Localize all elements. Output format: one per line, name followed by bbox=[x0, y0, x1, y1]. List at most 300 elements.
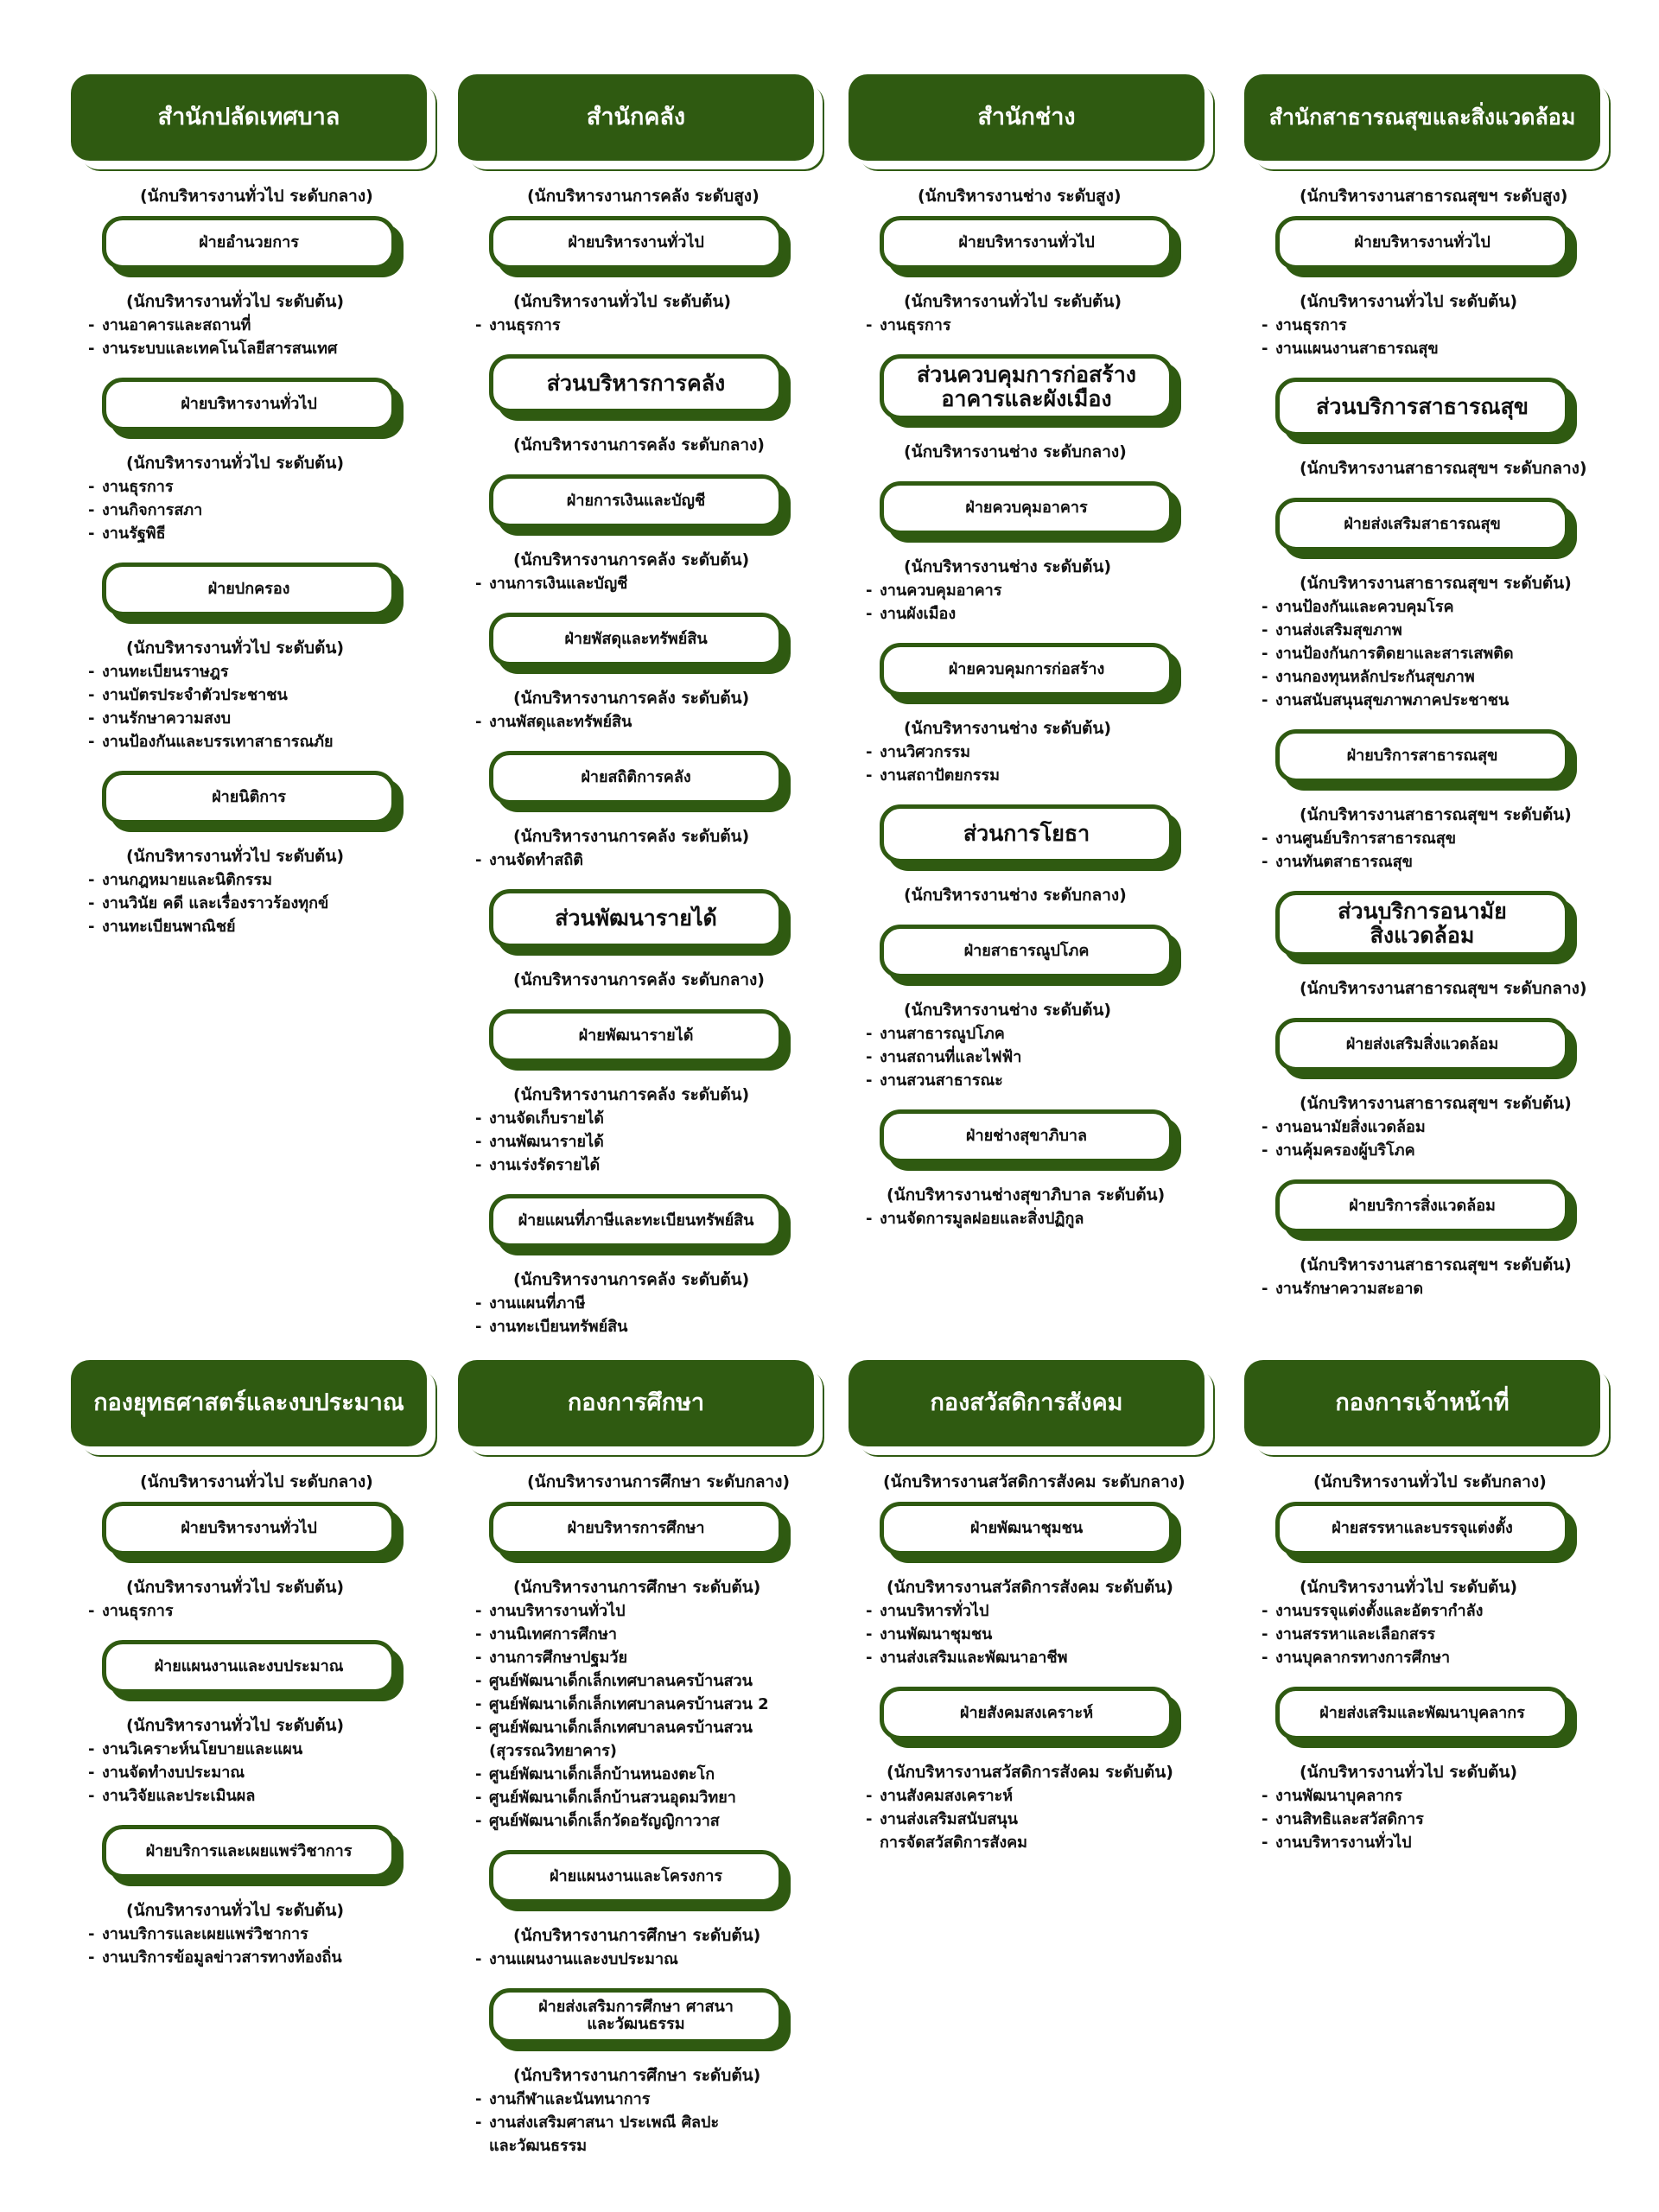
task-item bbox=[866, 1646, 1068, 1669]
task-item bbox=[475, 1107, 604, 1130]
task-label: งานป้องกันการติดยาและสารเสพติด bbox=[1275, 645, 1514, 663]
task-label: งานนิเทศการศึกษา bbox=[489, 1625, 617, 1643]
task-label: งานเร่งรัดรายได้ bbox=[489, 1156, 601, 1174]
task-label: ศูนย์พัฒนาเด็กเล็กวัดอรัญญิกาวาส bbox=[489, 1812, 720, 1830]
bullet-dash: - bbox=[1262, 853, 1268, 871]
unit-box: ฝ่ายพัสดุและทรัพย์สิน bbox=[489, 613, 783, 666]
unit-head-caption: (นักบริหารงานช่าง ระดับกลาง) bbox=[904, 886, 1127, 905]
bullet-dash: - bbox=[866, 1649, 873, 1667]
unit-box: ฝ่ายการเงินและบัญชี bbox=[489, 474, 783, 528]
task-list bbox=[866, 314, 951, 337]
task-item bbox=[475, 1154, 604, 1177]
task-list bbox=[866, 1599, 1068, 1669]
department-director-caption: (นักบริหารงานการคลัง ระดับสูง) bbox=[527, 187, 760, 206]
unit-head-caption: (นักบริหารงานการคลัง ระดับกลาง) bbox=[513, 435, 765, 454]
unit-head-caption: (นักบริหารงานสาธารณสุขฯ ระดับกลาง) bbox=[1300, 459, 1587, 478]
bullet-dash: - bbox=[866, 605, 873, 623]
bullet-dash: - bbox=[1262, 1141, 1268, 1160]
task-item bbox=[1262, 665, 1514, 689]
bullet-dash: - bbox=[475, 1765, 482, 1783]
task-list bbox=[1262, 314, 1439, 360]
unit-box: ฝ่ายสถิติการคลัง bbox=[489, 751, 783, 804]
task-label: งานผังเมือง bbox=[880, 605, 957, 623]
task-item bbox=[1262, 1808, 1424, 1831]
bullet-dash: - bbox=[88, 1740, 95, 1758]
unit-box: ฝ่ายแผนงานและโครงการ bbox=[489, 1850, 783, 1904]
unit-head-caption: (นักบริหารงานสาธารณสุขฯ ระดับต้น) bbox=[1300, 574, 1572, 593]
bullet-dash: - bbox=[1262, 1625, 1268, 1643]
task-item bbox=[1262, 1831, 1424, 1854]
task-item bbox=[866, 1784, 1027, 1808]
unit-box: ฝ่ายบริการและเผยแพร่วิชาการ bbox=[102, 1825, 396, 1878]
task-item bbox=[1262, 850, 1456, 874]
department-header: สำนักสาธารณสุขและสิ่งแวดล้อม bbox=[1244, 74, 1600, 161]
task-list bbox=[475, 849, 583, 872]
task-item bbox=[866, 1022, 1021, 1046]
task-item bbox=[475, 710, 632, 734]
unit-box: ฝ่ายสรรหาและบรรจุแต่งตั้ง bbox=[1275, 1502, 1569, 1555]
task-list bbox=[88, 1599, 174, 1623]
task-label: งานอนามัยสิ่งแวดล้อม bbox=[1275, 1118, 1426, 1136]
unit-head-caption: (นักบริหารงานการศึกษา ระดับต้น) bbox=[513, 1926, 761, 1945]
task-label: งานกฎหมายและนิติกรรม bbox=[102, 871, 272, 889]
unit-box: ฝ่ายบริหารงานทั่วไป bbox=[1275, 216, 1569, 270]
task-item bbox=[475, 1315, 627, 1338]
unit-head-caption: (นักบริหารงานการคลัง ระดับต้น) bbox=[513, 689, 750, 708]
bullet-dash: - bbox=[475, 1156, 482, 1174]
task-item bbox=[866, 1808, 1027, 1831]
unit-head-caption: (นักบริหารงานทั่วไป ระดับต้น) bbox=[1300, 1578, 1518, 1597]
unit-box: ฝ่ายปกครอง bbox=[102, 563, 396, 616]
bullet-dash: - bbox=[1262, 668, 1268, 686]
bullet-dash: - bbox=[1262, 598, 1268, 616]
bullet-dash: - bbox=[88, 1602, 95, 1620]
unit-head-caption: (นักบริหารงานสวัสดิการสังคม ระดับต้น) bbox=[887, 1763, 1173, 1782]
unit-box: ฝ่ายแผนที่ภาษีและทะเบียนทรัพย์สิน bbox=[489, 1194, 783, 1248]
task-item bbox=[88, 915, 328, 938]
task-label: งานส่งเสริมและพัฒนาอาชีพ bbox=[880, 1649, 1068, 1667]
bullet-dash: - bbox=[88, 340, 95, 358]
task-label: งานพัฒนาบุคลากร bbox=[1275, 1787, 1402, 1805]
task-label: งานทะเบียนพาณิชย์ bbox=[102, 918, 236, 936]
bullet-dash: - bbox=[88, 894, 95, 912]
unit-head-caption: (นักบริหารงานช่าง ระดับกลาง) bbox=[904, 442, 1127, 461]
unit-head-caption: (นักบริหารงานการคลัง ระดับต้น) bbox=[513, 827, 750, 846]
task-label: งานบรรจุแต่งตั้งและอัตรากำลัง bbox=[1275, 1602, 1484, 1620]
task-item bbox=[1262, 642, 1514, 665]
unit-box: ฝ่ายควบคุมการก่อสร้าง bbox=[880, 643, 1173, 696]
task-item bbox=[88, 683, 334, 707]
task-item bbox=[866, 579, 1001, 602]
task-item bbox=[475, 1669, 769, 1693]
task-list bbox=[88, 475, 202, 545]
task-label: งานทันตสาธารณสุข bbox=[1275, 853, 1413, 871]
task-label: งานบริหารงานทั่วไป bbox=[489, 1602, 626, 1620]
unit-head-caption: (นักบริหารงานสาธารณสุขฯ ระดับต้น) bbox=[1300, 1094, 1572, 1113]
task-list bbox=[475, 1599, 769, 1833]
unit-box: ส่วนบริการอนามัย สิ่งแวดล้อม bbox=[1275, 891, 1569, 957]
task-label: งานส่งเสริมศาสนา ประเพณี ศิลปะ bbox=[489, 2113, 720, 2132]
bullet-dash: - bbox=[88, 709, 95, 728]
department-director-caption: (นักบริหารงานทั่วไป ระดับกลาง) bbox=[140, 187, 373, 206]
task-label: งานธุรการ bbox=[880, 316, 951, 334]
task-item bbox=[475, 1646, 769, 1669]
unit-head-caption: (นักบริหารงานทั่วไป ระดับต้น) bbox=[126, 1716, 345, 1735]
task-label: งานวิจัยและประเมินผล bbox=[102, 1787, 256, 1805]
task-label: งานสิทธิและสวัสดิการ bbox=[1275, 1810, 1424, 1828]
task-label: งานกองทุนหลักประกันสุขภาพ bbox=[1275, 668, 1475, 686]
task-label: ศูนย์พัฒนาเด็กเล็กเทศบาลนครบ้านสวน bbox=[489, 1672, 753, 1690]
bullet-dash: - bbox=[1262, 645, 1268, 663]
task-list bbox=[88, 1923, 342, 1969]
task-label: งานแผนงานสาธารณสุข bbox=[1275, 340, 1439, 358]
task-label: งานสาธารณูปโภค bbox=[880, 1025, 1005, 1043]
bullet-dash: - bbox=[866, 1210, 873, 1228]
task-item bbox=[866, 1623, 1068, 1646]
unit-box: ส่วนพัฒนารายได้ bbox=[489, 889, 783, 948]
bullet-dash: - bbox=[475, 1695, 482, 1713]
task-item bbox=[88, 499, 202, 522]
task-item bbox=[88, 337, 337, 360]
bullet-dash: - bbox=[475, 1672, 482, 1690]
bullet-dash: - bbox=[866, 766, 873, 785]
unit-head-caption: (นักบริหารงานการคลัง ระดับต้น) bbox=[513, 1085, 750, 1104]
bullet-dash: - bbox=[475, 1294, 482, 1313]
task-list bbox=[1262, 1599, 1483, 1669]
task-label: งานสนับสนุนสุขภาพภาคประชาชน bbox=[1275, 691, 1510, 709]
task-item bbox=[475, 1292, 627, 1315]
task-item bbox=[866, 1599, 1068, 1623]
unit-box: ฝ่ายอำนวยการ bbox=[102, 216, 396, 270]
unit-head-caption: (นักบริหารงานการศึกษา ระดับต้น) bbox=[513, 2066, 761, 2085]
unit-box: ส่วนบริการสาธารณสุข bbox=[1275, 378, 1569, 436]
task-item bbox=[475, 1693, 769, 1716]
bullet-dash: - bbox=[475, 575, 482, 593]
unit-head-caption: (นักบริหารงานการคลัง ระดับต้น) bbox=[513, 1270, 750, 1289]
task-item bbox=[88, 868, 328, 892]
task-item bbox=[475, 1599, 769, 1623]
unit-box: ส่วนบริหารการคลัง bbox=[489, 354, 783, 413]
bullet-dash: - bbox=[475, 1625, 482, 1643]
task-list bbox=[1262, 1277, 1423, 1300]
task-item-continuation: และวัฒนธรรม bbox=[489, 2137, 588, 2155]
task-label: งานรักษาความสะอาด bbox=[1275, 1280, 1424, 1298]
unit-head-caption: (นักบริหารงานสาธารณสุขฯ ระดับกลาง) bbox=[1300, 979, 1587, 998]
task-list bbox=[88, 868, 328, 938]
task-list bbox=[866, 741, 1000, 787]
task-item bbox=[866, 764, 1000, 787]
unit-box: ฝ่ายส่งเสริมการศึกษา ศาสนา และวัฒนธรรม bbox=[489, 1988, 783, 2044]
task-label: งานอาคารและสถานที่ bbox=[102, 316, 251, 334]
task-label: งานสถาปัตยกรรม bbox=[880, 766, 1000, 785]
task-item bbox=[1262, 1139, 1426, 1162]
bullet-dash: - bbox=[88, 524, 95, 543]
bullet-dash: - bbox=[866, 1602, 873, 1620]
bullet-dash: - bbox=[475, 1109, 482, 1128]
task-list bbox=[475, 1292, 627, 1338]
bullet-dash: - bbox=[866, 1625, 873, 1643]
task-item bbox=[475, 1716, 769, 1739]
department-header: กองการศึกษา bbox=[458, 1360, 814, 1446]
task-item bbox=[88, 1738, 302, 1761]
task-label: ศูนย์พัฒนาเด็กเล็กบ้านหนองตะโก bbox=[489, 1765, 715, 1783]
task-item bbox=[1262, 1646, 1483, 1669]
task-label: งานสถานที่และไฟฟ้า bbox=[880, 1048, 1022, 1066]
bullet-dash: - bbox=[1262, 1602, 1268, 1620]
task-label: งานบุคลากรทางการศึกษา bbox=[1275, 1649, 1451, 1667]
bullet-dash: - bbox=[866, 1071, 873, 1090]
bullet-dash: - bbox=[88, 733, 95, 751]
bullet-dash: - bbox=[1262, 621, 1268, 639]
unit-box: ฝ่ายนิติการ bbox=[102, 771, 396, 824]
task-label: งานธุรการ bbox=[489, 316, 561, 334]
task-item bbox=[1262, 1116, 1426, 1139]
unit-box: ฝ่ายพัฒนารายได้ bbox=[489, 1009, 783, 1063]
bullet-dash: - bbox=[1262, 1834, 1268, 1852]
bullet-dash: - bbox=[866, 1810, 873, 1828]
task-label: งานป้องกันและควบคุมโรค bbox=[1275, 598, 1454, 616]
task-label: งานจัดทำสถิติ bbox=[489, 851, 583, 869]
task-item bbox=[88, 314, 337, 337]
task-label: งานส่งเสริมสนับสนุน bbox=[880, 1810, 1018, 1828]
task-item bbox=[88, 522, 202, 545]
task-label: งานรักษาความสงบ bbox=[102, 709, 232, 728]
task-label: งานบริการข้อมูลข่าวสารทางท้องถิ่น bbox=[102, 1948, 342, 1967]
task-item bbox=[1262, 595, 1514, 619]
task-list bbox=[866, 579, 1001, 626]
task-list bbox=[475, 1107, 604, 1177]
bullet-dash: - bbox=[475, 1649, 482, 1667]
unit-head-caption: (นักบริหารงานช่าง ระดับต้น) bbox=[904, 557, 1112, 576]
department-director-caption: (นักบริหารงานช่าง ระดับสูง) bbox=[918, 187, 1122, 206]
unit-head-caption: (นักบริหารงานช่างสุขาภิบาล ระดับต้น) bbox=[887, 1185, 1166, 1205]
bullet-dash: - bbox=[475, 851, 482, 869]
bullet-dash: - bbox=[866, 1025, 873, 1043]
task-label: ศูนย์พัฒนาเด็กเล็กบ้านสวนอุดมวิทยา bbox=[489, 1789, 736, 1807]
task-label: งานวินัย คดี และเรื่องราวร้องทุกข์ bbox=[102, 894, 329, 912]
task-label: งานพัสดุและทรัพย์สิน bbox=[489, 713, 632, 731]
bullet-dash: - bbox=[88, 1925, 95, 1943]
bullet-dash: - bbox=[88, 918, 95, 936]
task-list bbox=[1262, 595, 1514, 712]
unit-head-caption: (นักบริหารงานช่าง ระดับต้น) bbox=[904, 719, 1112, 738]
task-item bbox=[475, 314, 561, 337]
bullet-dash: - bbox=[1262, 691, 1268, 709]
bullet-dash: - bbox=[475, 2113, 482, 2132]
task-label: ศูนย์พัฒนาเด็กเล็กเทศบาลนครบ้านสวน 2 bbox=[489, 1695, 769, 1713]
unit-head-caption: (นักบริหารงานทั่วไป ระดับต้น) bbox=[1300, 292, 1518, 311]
task-list bbox=[88, 314, 337, 360]
unit-head-caption: (นักบริหารงานทั่วไป ระดับต้น) bbox=[1300, 1763, 1518, 1782]
unit-box: ฝ่ายส่งเสริมและพัฒนาบุคลากร bbox=[1275, 1687, 1569, 1740]
task-label: งานสรรหาและเลือกสรร bbox=[1275, 1625, 1436, 1643]
task-item bbox=[1262, 619, 1514, 642]
task-list bbox=[475, 1948, 678, 1971]
bullet-dash: - bbox=[1262, 830, 1268, 848]
bullet-dash: - bbox=[1262, 1280, 1268, 1298]
bullet-dash: - bbox=[475, 1318, 482, 1336]
unit-head-caption: (นักบริหารงานทั่วไป ระดับต้น) bbox=[126, 639, 345, 658]
task-item bbox=[475, 1623, 769, 1646]
department-header: สำนักคลัง bbox=[458, 74, 814, 161]
task-label: งานการเงินและบัญชี bbox=[489, 575, 628, 593]
unit-head-caption: (นักบริหารงานทั่วไป ระดับต้น) bbox=[904, 292, 1122, 311]
task-label: งานรัฐพิธี bbox=[102, 524, 166, 543]
task-list bbox=[866, 1207, 1084, 1230]
task-item bbox=[88, 892, 328, 915]
task-label: งานจัดเก็บรายได้ bbox=[489, 1109, 604, 1128]
task-label: งานกีฬาและนันทนาการ bbox=[489, 2090, 651, 2108]
unit-box: ฝ่ายบริการสาธารณสุข bbox=[1275, 729, 1569, 783]
task-label: งานคุ้มครองผู้บริโภค bbox=[1275, 1141, 1415, 1160]
unit-box: ฝ่ายบริการสิ่งแวดล้อม bbox=[1275, 1179, 1569, 1233]
task-item bbox=[866, 1069, 1021, 1092]
unit-head-caption: (นักบริหารงานทั่วไป ระดับต้น) bbox=[126, 292, 345, 311]
bullet-dash: - bbox=[1262, 1649, 1268, 1667]
unit-box: ฝ่ายแผนงานและงบประมาณ bbox=[102, 1640, 396, 1694]
task-item bbox=[475, 2111, 719, 2134]
task-label: งานจัดการมูลฝอยและสิ่งปฏิกูล bbox=[880, 1210, 1084, 1228]
task-item bbox=[866, 314, 951, 337]
unit-head-caption: (นักบริหารงานทั่วไป ระดับต้น) bbox=[513, 292, 732, 311]
task-item bbox=[1262, 1623, 1483, 1646]
task-item bbox=[866, 602, 1001, 626]
department-header: กองการเจ้าหน้าที่ bbox=[1244, 1360, 1600, 1446]
unit-box: ฝ่ายบริหารงานทั่วไป bbox=[489, 216, 783, 270]
bullet-dash: - bbox=[88, 478, 95, 496]
task-label: งานบัตรประจำตัวประชาชน bbox=[102, 686, 288, 704]
task-item bbox=[1262, 314, 1439, 337]
bullet-dash: - bbox=[475, 316, 482, 334]
bullet-dash: - bbox=[1262, 340, 1268, 358]
task-label: งานสวนสาธารณะ bbox=[880, 1071, 1003, 1090]
bullet-dash: - bbox=[1262, 1787, 1268, 1805]
unit-head-caption: (นักบริหารงานการคลัง ระดับต้น) bbox=[513, 550, 750, 569]
task-item bbox=[88, 1599, 174, 1623]
task-item bbox=[88, 475, 202, 499]
unit-box: ฝ่ายบริหารงานทั่วไป bbox=[880, 216, 1173, 270]
task-item bbox=[1262, 1784, 1424, 1808]
task-label: งานทะเบียนทรัพย์สิน bbox=[489, 1318, 628, 1336]
task-item bbox=[866, 741, 1000, 764]
unit-box: ฝ่ายสาธารณูปโภค bbox=[880, 925, 1173, 978]
unit-box: ส่วนการโยธา bbox=[880, 804, 1173, 863]
bullet-dash: - bbox=[475, 1812, 482, 1830]
task-item bbox=[1262, 1277, 1423, 1300]
bullet-dash: - bbox=[475, 1133, 482, 1151]
task-label: งานวิเคราะห์นโยบายและแผน bbox=[102, 1740, 303, 1758]
task-label: งานจัดทำงบประมาณ bbox=[102, 1764, 245, 1782]
task-list bbox=[88, 660, 334, 753]
task-label: งานพัฒนาชุมชน bbox=[880, 1625, 993, 1643]
task-item bbox=[1262, 827, 1456, 850]
task-item-continuation: (สุวรรณวิทยาคาร) bbox=[489, 1742, 618, 1760]
unit-box: ฝ่ายบริหารงานทั่วไป bbox=[102, 1502, 396, 1555]
unit-box: ฝ่ายช่างสุขาภิบาล bbox=[880, 1109, 1173, 1163]
unit-box: ฝ่ายควบคุมอาคาร bbox=[880, 481, 1173, 535]
task-list bbox=[475, 572, 627, 595]
task-list bbox=[1262, 1784, 1424, 1854]
bullet-dash: - bbox=[475, 2090, 482, 2108]
bullet-dash: - bbox=[866, 1787, 873, 1805]
task-item bbox=[88, 1784, 302, 1808]
bullet-dash: - bbox=[88, 1764, 95, 1782]
task-list bbox=[1262, 1116, 1426, 1162]
task-item bbox=[866, 1207, 1084, 1230]
department-director-caption: (นักบริหารงานทั่วไป ระดับกลาง) bbox=[1313, 1472, 1547, 1491]
task-item bbox=[475, 849, 583, 872]
unit-box: ฝ่ายส่งเสริมสาธารณสุข bbox=[1275, 498, 1569, 551]
department-header: กองยุทธศาสตร์และงบประมาณ bbox=[71, 1360, 427, 1446]
department-director-caption: (นักบริหารงานสาธารณสุขฯ ระดับสูง) bbox=[1300, 187, 1568, 206]
unit-box: ฝ่ายส่งเสริมสิ่งแวดล้อม bbox=[1275, 1018, 1569, 1071]
task-item bbox=[475, 1809, 769, 1833]
task-list bbox=[88, 1738, 302, 1808]
bullet-dash: - bbox=[1262, 1810, 1268, 1828]
task-label: งานแผนที่ภาษี bbox=[489, 1294, 586, 1313]
unit-head-caption: (นักบริหารงานการศึกษา ระดับต้น) bbox=[513, 1578, 761, 1597]
bullet-dash: - bbox=[475, 713, 482, 731]
task-item bbox=[866, 1046, 1021, 1069]
unit-box: ฝ่ายพัฒนาชุมชน bbox=[880, 1502, 1173, 1555]
task-label: งานการศึกษาปฐมวัย bbox=[489, 1649, 628, 1667]
unit-head-caption: (นักบริหารงานสวัสดิการสังคม ระดับต้น) bbox=[887, 1578, 1173, 1597]
bullet-dash: - bbox=[475, 1719, 482, 1737]
unit-head-caption: (นักบริหารงานสาธารณสุขฯ ระดับต้น) bbox=[1300, 1255, 1572, 1274]
bullet-dash: - bbox=[1262, 316, 1268, 334]
task-label: งานควบคุมอาคาร bbox=[880, 582, 1002, 600]
bullet-dash: - bbox=[88, 871, 95, 889]
task-list bbox=[866, 1022, 1021, 1092]
bullet-dash: - bbox=[88, 1787, 95, 1805]
department-header: กองสวัสดิการสังคม bbox=[849, 1360, 1205, 1446]
unit-head-caption: (นักบริหารงานทั่วไป ระดับต้น) bbox=[126, 847, 345, 866]
task-item bbox=[1262, 337, 1439, 360]
task-item bbox=[475, 2088, 719, 2111]
task-label: งานศูนย์บริการสาธารณสุข bbox=[1275, 830, 1457, 848]
bullet-dash: - bbox=[866, 743, 873, 761]
task-label: งานธุรการ bbox=[102, 478, 174, 496]
unit-head-caption: (นักบริหารงานทั่วไป ระดับต้น) bbox=[126, 1901, 345, 1920]
bullet-dash: - bbox=[88, 316, 95, 334]
department-director-caption: (นักบริหารงานสวัสดิการสังคม ระดับกลาง) bbox=[883, 1472, 1185, 1491]
task-label: งานธุรการ bbox=[102, 1602, 174, 1620]
task-label: งานบริหารทั่วไป bbox=[880, 1602, 989, 1620]
task-item bbox=[88, 1946, 342, 1969]
unit-box: ฝ่ายบริหารการศึกษา bbox=[489, 1502, 783, 1555]
bullet-dash: - bbox=[866, 316, 873, 334]
bullet-dash: - bbox=[88, 501, 95, 519]
task-label: งานทะเบียนราษฎร bbox=[102, 663, 229, 681]
task-item-continuation: การจัดสวัสดิการสังคม bbox=[880, 1834, 1028, 1852]
task-item bbox=[475, 1786, 769, 1809]
task-label: งานบริการและเผยแพร่วิชาการ bbox=[102, 1925, 308, 1943]
task-item bbox=[475, 1948, 678, 1971]
task-list bbox=[475, 2088, 719, 2158]
task-list bbox=[1262, 827, 1456, 874]
bullet-dash: - bbox=[475, 1602, 482, 1620]
task-label: งานระบบและเทคโนโลยีสารสนเทศ bbox=[102, 340, 338, 358]
unit-box: ส่วนควบคุมการก่อสร้าง อาคารและผังเมือง bbox=[880, 354, 1173, 420]
department-director-caption: (นักบริหารงานทั่วไป ระดับกลาง) bbox=[140, 1472, 373, 1491]
task-item bbox=[88, 730, 334, 753]
task-label: งานส่งเสริมสุขภาพ bbox=[1275, 621, 1402, 639]
task-item bbox=[475, 572, 627, 595]
bullet-dash: - bbox=[88, 663, 95, 681]
task-item bbox=[88, 1923, 342, 1946]
bullet-dash: - bbox=[88, 1948, 95, 1967]
unit-head-caption: (นักบริหารงานการคลัง ระดับกลาง) bbox=[513, 970, 765, 989]
